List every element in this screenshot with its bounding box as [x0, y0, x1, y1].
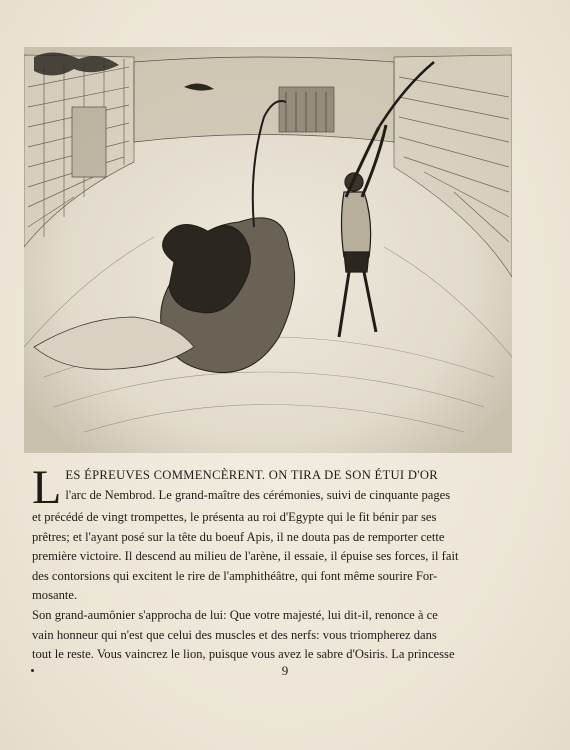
text-line: mosante.: [32, 588, 78, 603]
drop-cap: L: [32, 461, 62, 514]
text-line: l'arc de Nembrod. Le grand-maître des cérémonies, suivi de cinquante pages: [65, 487, 451, 502]
text-line: prêtres; et l'ayant posé sur la tête du boeuf Apis, il ne douta pas de remporter cette: [32, 529, 445, 544]
text-line: des contorsions qui excitent le rire de l'amphithéâtre, qui font même sourire For-: [32, 568, 438, 583]
etching-illustration: [24, 47, 512, 453]
etching-art: [24, 47, 512, 453]
text-line: vain honneur qui n'est que celui des muscles et des nerfs: vous triompherez dans: [32, 627, 437, 642]
text-line: première victoire. Il descend au milieu de l'arène, il essaie, il épuise ses forces, il fait: [32, 549, 459, 564]
lead-in-caps: ES ÉPREUVES COMMENCÈRENT. ON TIRA DE SON ÉTUI D'OR: [65, 468, 438, 482]
page-number: 9: [281, 663, 289, 678]
text-line: Son grand-aumônier s'approcha de lui: Que votre majesté, lui dit-il, renonce à ce: [32, 607, 438, 622]
text-line: et précédé de vingt trompettes, le présenta au roi d'Egypte qui le fit bénir par ses: [32, 510, 437, 524]
body-text: [32, 461, 516, 665]
text-line: tout le reste. Vous vaincrez le lion, puisque vous avez le sabre d'Osiris. La princesse: [32, 647, 455, 662]
